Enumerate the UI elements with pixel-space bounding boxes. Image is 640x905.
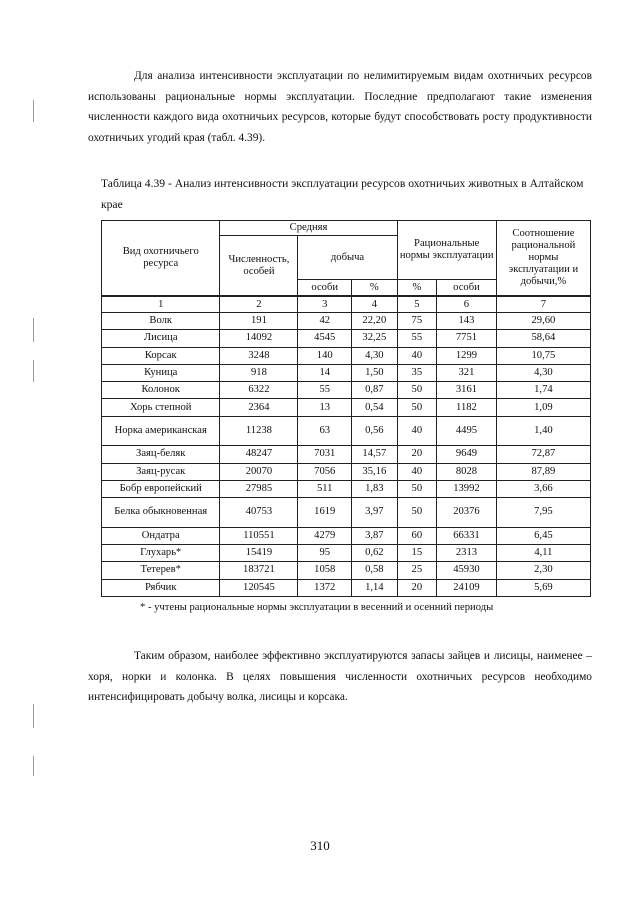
table-cell-norm-pct: 50	[397, 498, 436, 528]
table-cell-population: 3248	[220, 347, 298, 364]
table-cell-ratio: 3,66	[496, 480, 590, 497]
table-cell-norm: 3161	[437, 382, 497, 399]
table-cell-population: 918	[220, 364, 298, 381]
table-row	[102, 498, 591, 528]
table-row	[102, 416, 591, 446]
table-cell-name: Ондатра	[102, 527, 220, 544]
table-cell-norm: 143	[437, 313, 497, 330]
table-cell-population: 183721	[220, 562, 298, 579]
table-cell-name: Колонок	[102, 382, 220, 399]
table-cell-population: 20070	[220, 463, 298, 480]
table-cell-name: Волк	[102, 313, 220, 330]
table-cell-harvest-pct: 32,25	[352, 330, 398, 347]
table-cell-harvest-pct: 14,57	[352, 446, 398, 463]
table-cell-norm-pct: 15	[397, 544, 436, 561]
table-cell-norm: 24109	[437, 579, 497, 596]
table-cell-ratio: 4,30	[496, 364, 590, 381]
table-cell-name: Корсак	[102, 347, 220, 364]
table-cell-harvest-pct: 1,83	[352, 480, 398, 497]
table-row	[102, 382, 591, 399]
table-cell-population: 6322	[220, 382, 298, 399]
data-table	[101, 220, 591, 597]
table-row	[102, 347, 591, 364]
table-cell-population: 110551	[220, 527, 298, 544]
table-cell-ratio: 10,75	[496, 347, 590, 364]
table-cell-ratio: 1,74	[496, 382, 590, 399]
table-cell-population: 2364	[220, 399, 298, 416]
table-cell-name: Бобр европейский	[102, 480, 220, 497]
table-cell-harvest-pct: 0,54	[352, 399, 398, 416]
header-ratio: Соотношение рациональной нормы эксплуатации и добычи,%	[496, 221, 590, 297]
table-row	[102, 364, 591, 381]
table-cell-norm-pct: 55	[397, 330, 436, 347]
table-cell-ratio: 2,30	[496, 562, 590, 579]
table-cell-harvest: 7056	[298, 463, 352, 480]
table-cell-ratio: 6,45	[496, 527, 590, 544]
column-number: 4	[352, 296, 398, 313]
table-cell-norm-pct: 20	[397, 579, 436, 596]
table-cell-name: Заяц-русак	[102, 463, 220, 480]
table-cell-norm-pct: 60	[397, 527, 436, 544]
table-cell-harvest: 1058	[298, 562, 352, 579]
table-cell-norm-pct: 40	[397, 347, 436, 364]
column-number: 3	[298, 296, 352, 313]
table-cell-name: Белка обыкновенная	[102, 498, 220, 528]
table-row	[102, 446, 591, 463]
table-row	[102, 480, 591, 497]
table-cell-name: Заяц-беляк	[102, 446, 220, 463]
table-cell-harvest: 63	[298, 416, 352, 446]
column-number: 6	[437, 296, 497, 313]
table-cell-harvest-pct: 0,56	[352, 416, 398, 446]
table-cell-population: 40753	[220, 498, 298, 528]
table-cell-norm: 7751	[437, 330, 497, 347]
table-row	[102, 527, 591, 544]
table-cell-norm: 2313	[437, 544, 497, 561]
table-cell-name: Лисица	[102, 330, 220, 347]
table-cell-norm-pct: 50	[397, 480, 436, 497]
table-cell-population: 191	[220, 313, 298, 330]
table-cell-harvest-pct: 0,62	[352, 544, 398, 561]
table-cell-harvest: 14	[298, 364, 352, 381]
table-cell-harvest-pct: 0,87	[352, 382, 398, 399]
table-cell-norm-pct: 40	[397, 416, 436, 446]
table-cell-name: Куница	[102, 364, 220, 381]
table-footnote: * - учтены рациональные нормы эксплуатации в весенний и осенний периоды	[140, 602, 494, 613]
paragraph-1-text: Для анализа интенсивности эксплуатации по нелимитируемым видам охотничьих ресурсов использованы рациональные нормы эксплуатации. Последние предполагают такие изменения численности каждого вида охотничьих ресурсов, которые будут способствовать росту продуктивности охотничьих угодий края (табл. 4.39).	[88, 70, 592, 144]
table-cell-harvest: 4545	[298, 330, 352, 347]
table-cell-norm: 1182	[437, 399, 497, 416]
table-cell-harvest-pct: 0,58	[352, 562, 398, 579]
table-cell-norm-pct: 40	[397, 463, 436, 480]
table-cell-norm: 4495	[437, 416, 497, 446]
table-row	[102, 330, 591, 347]
header-norm-percent: %	[397, 280, 436, 297]
table-cell-norm: 8028	[437, 463, 497, 480]
table-cell-harvest: 1372	[298, 579, 352, 596]
table-cell-norm: 9649	[437, 446, 497, 463]
table-cell-ratio: 72,87	[496, 446, 590, 463]
table-cell-harvest: 13	[298, 399, 352, 416]
table-cell-norm-pct: 50	[397, 399, 436, 416]
header-harvest-percent: %	[352, 280, 398, 297]
table-cell-name: Тетерев*	[102, 562, 220, 579]
table-cell-norm: 45930	[437, 562, 497, 579]
table-cell-population: 15419	[220, 544, 298, 561]
table-cell-population: 120545	[220, 579, 298, 596]
paragraph-2	[88, 646, 592, 708]
table-cell-harvest: 55	[298, 382, 352, 399]
table-cell-norm: 13992	[437, 480, 497, 497]
table-row	[102, 544, 591, 561]
table-cell-ratio: 4,11	[496, 544, 590, 561]
header-harvest: добыча	[298, 236, 397, 280]
table-cell-ratio: 1,09	[496, 399, 590, 416]
table-cell-name: Рябчик	[102, 579, 220, 596]
table-cell-name: Глухарь*	[102, 544, 220, 561]
table-cell-population: 11238	[220, 416, 298, 446]
table-cell-norm-pct: 50	[397, 382, 436, 399]
table-cell-harvest-pct: 3,97	[352, 498, 398, 528]
table-cell-harvest: 7031	[298, 446, 352, 463]
table-cell-harvest: 95	[298, 544, 352, 561]
paragraph-1	[88, 66, 592, 148]
paragraph-2-text: Таким образом, наиболее эффективно эксплуатируются запасы зайцев и лисицы, наименее – хоря, норки и колонка. В целях повышения численности охотничьих ресурсов необходимо интенсифицировать добычу волка, лисицы и корсака.	[88, 650, 592, 703]
table-cell-norm-pct: 75	[397, 313, 436, 330]
column-number: 7	[496, 296, 590, 313]
table-cell-harvest-pct: 1,50	[352, 364, 398, 381]
page-number: 310	[310, 838, 330, 853]
table-cell-harvest-pct: 1,14	[352, 579, 398, 596]
header-average: Средняя	[220, 221, 397, 236]
table-cell-ratio: 29,60	[496, 313, 590, 330]
table-row	[102, 463, 591, 480]
table-cell-ratio: 58,64	[496, 330, 590, 347]
table-cell-norm: 1299	[437, 347, 497, 364]
column-number: 5	[397, 296, 436, 313]
table-cell-norm-pct: 25	[397, 562, 436, 579]
table-cell-ratio: 5,69	[496, 579, 590, 596]
header-rational: Рациональные нормы эксплуатации	[397, 221, 496, 280]
table-cell-ratio: 87,89	[496, 463, 590, 480]
table-cell-harvest: 4279	[298, 527, 352, 544]
table-cell-population: 27985	[220, 480, 298, 497]
table-row	[102, 579, 591, 596]
table-cell-population: 48247	[220, 446, 298, 463]
table-cell-norm: 66331	[437, 527, 497, 544]
table-cell-harvest-pct: 22,20	[352, 313, 398, 330]
table-cell-harvest: 511	[298, 480, 352, 497]
table-cell-harvest-pct: 4,30	[352, 347, 398, 364]
table-cell-norm-pct: 20	[397, 446, 436, 463]
table-cell-harvest: 140	[298, 347, 352, 364]
table-cell-name: Хорь степной	[102, 399, 220, 416]
table-cell-name: Норка американская	[102, 416, 220, 446]
table-caption: Таблица 4.39 - Анализ интенсивности эксплуатации ресурсов охотничьих животных в Алтайском крае	[101, 177, 584, 211]
table-cell-norm: 20376	[437, 498, 497, 528]
table-cell-harvest-pct: 3,87	[352, 527, 398, 544]
column-number-row	[102, 296, 591, 313]
table-cell-ratio: 1,40	[496, 416, 590, 446]
table-row	[102, 313, 591, 330]
table-cell-ratio: 7,95	[496, 498, 590, 528]
table-cell-harvest-pct: 35,16	[352, 463, 398, 480]
header-population: Численность, особей	[220, 236, 298, 297]
column-number: 2	[220, 296, 298, 313]
header-norm-individuals: особи	[437, 280, 497, 297]
table-cell-norm-pct: 35	[397, 364, 436, 381]
table-row	[102, 399, 591, 416]
table-cell-population: 14092	[220, 330, 298, 347]
table-cell-harvest: 1619	[298, 498, 352, 528]
header-species: Вид охотничьего ресурса	[102, 221, 220, 297]
table-row	[102, 562, 591, 579]
column-number: 1	[102, 296, 220, 313]
table-cell-norm: 321	[437, 364, 497, 381]
table-cell-harvest: 42	[298, 313, 352, 330]
header-harvest-individuals: особи	[298, 280, 352, 297]
